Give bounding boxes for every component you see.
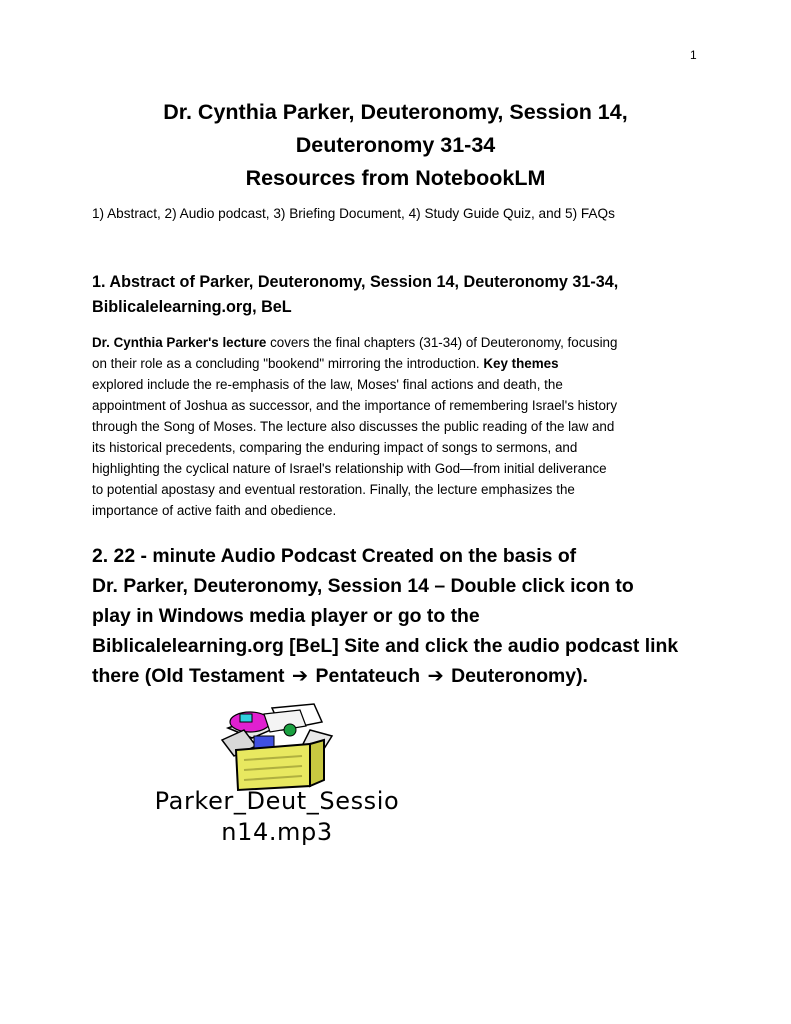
title-line-2: Deuteronomy 31-34 <box>295 133 496 157</box>
abstract-heading-line-1: 1. Abstract of Parker, Deuteronomy, Session 14, Deuteronomy 31-34, <box>92 273 619 291</box>
right-arrow-icon: ➔ <box>427 665 444 687</box>
title-line-3: Resources from NotebookLM <box>245 166 546 190</box>
abstract-line-4: appointment of Joshua as successor, and the importance of remembering Israel's history <box>92 398 618 413</box>
abstract-line-2 <box>92 353 717 374</box>
title-line-1: Dr. Cynthia Parker, Deuteronomy, Session 14, <box>163 100 628 124</box>
abstract-author-emphasis: Dr. Cynthia Parker's lecture <box>92 335 267 350</box>
abstract-line-1 <box>92 332 717 353</box>
podcast-line-3: play in Windows media player or go to the <box>92 605 480 627</box>
abstract-heading <box>92 270 732 320</box>
podcast-line-2: Dr. Parker, Deuteronomy, Session 14 – Double click icon to <box>92 575 634 597</box>
podcast-heading <box>92 541 732 691</box>
audio-file-name-line-1: Parker_Deut_Sessio <box>154 787 400 815</box>
abstract-line-2-text: on their role as a concluding "bookend" mirroring the introduction. <box>92 356 484 371</box>
abstract-line-6: its historical precedents, comparing the enduring impact of songs to sermons, and <box>92 440 578 455</box>
resources-list: 1) Abstract, 2) Audio podcast, 3) Briefing Document, 4) Study Guide Quiz, and 5) FAQs <box>92 206 615 221</box>
abstract-line-3: explored include the re-emphasis of the law, Moses' final actions and death, the <box>92 377 563 392</box>
abstract-line-9: importance of active faith and obedience. <box>92 503 337 518</box>
document-title <box>0 96 791 195</box>
abstract-key-themes-emphasis: Key themes <box>483 356 559 371</box>
podcast-line-5-start: there (Old Testament <box>92 665 290 687</box>
abstract-line-5: through the Song of Moses. The lecture also discusses the public reading of the law and <box>92 419 615 434</box>
package-file-icon[interactable] <box>214 700 336 792</box>
abstract-line-7: highlighting the cyclical nature of Israel's relationship with God—from initial deliverance <box>92 461 607 476</box>
audio-file-name[interactable] <box>92 786 462 848</box>
abstract-heading-line-2: Biblicalelearning.org, BeL <box>92 298 292 316</box>
podcast-line-5 <box>92 661 732 691</box>
podcast-line-4: Biblicalelearning.org [BeL] Site and click the audio podcast link <box>92 635 679 657</box>
abstract-line-1-text: covers the final chapters (31-34) of Deuteronomy, focusing <box>266 335 618 350</box>
page-number: 1 <box>690 48 697 62</box>
abstract-line-8: to potential apostasy and eventual restoration. Finally, the lecture emphasizes the <box>92 482 575 497</box>
podcast-line-1: 2. 22 - minute Audio Podcast Created on the basis of <box>92 545 577 567</box>
audio-file-name-line-2: n14.mp3 <box>221 818 333 846</box>
podcast-line-5-middle: Pentateuch <box>310 665 426 687</box>
abstract-body <box>92 332 717 521</box>
podcast-line-5-end: Deuteronomy). <box>445 665 588 687</box>
right-arrow-icon: ➔ <box>291 665 309 687</box>
